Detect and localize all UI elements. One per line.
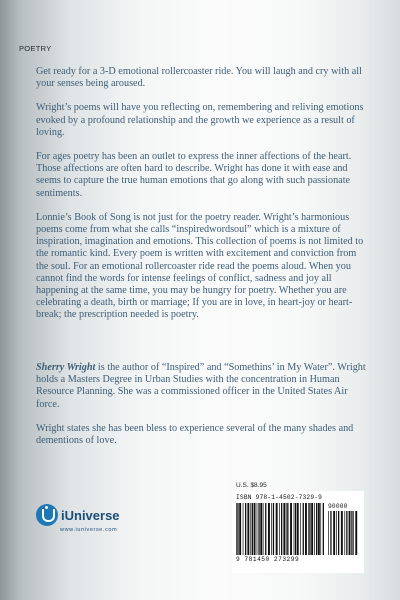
isbn-number: ISBN 978-1-4502-7329-9: [236, 494, 323, 501]
blurb-paragraph: Get ready for a 3-D emotional rollercoaster ride. You will laugh and cry with all your senses being aroused.: [36, 66, 362, 90]
barcode-block: [232, 482, 364, 574]
barcode-box: [232, 491, 364, 573]
bio-paragraph: [36, 362, 366, 411]
price-label: U.S. $8.95: [236, 482, 267, 489]
blurb-paragraph: For ages poetry has been an outlet to express the inner affections of the heart. Those affections are often hard to describe. Wright has done it with ease and seems to capture the true human emotions that go along with such passionate sentiments.: [36, 151, 352, 199]
addon-digits: 90000: [328, 503, 348, 510]
author-bio: [36, 362, 366, 459]
iuniverse-logo-icon: [36, 504, 58, 526]
addon-block: [328, 503, 358, 555]
bio-paragraph: Wright states she has been bless to experience several of the many shades and dementions of love.: [36, 422, 354, 447]
blurb-paragraph: Lonnie’s Book of Song is not just for the poetry reader. Wright’s harmonious poems come from what she calls “inspiredwordsoul” which is a mixture of inspiration, imagination and emotions. This collection of poems is not limited to the romantic kind. Every poem is written with excitement and conviction from the soul. For an emotional rollercoaster ride read the poems aloud. When you cannot find the words for intense feelings of conflict, sadness and joy all happening at the same time, you may be hungry for poetry. Whether you are celebrating a death, birth or marriage; If you are in love, in heart-joy or heart-break; the prescription needed is poetry.: [36, 211, 364, 321]
ean-barcode-icon: [236, 503, 324, 555]
publisher-url: www.iuniverse.com: [60, 527, 118, 533]
blurb-paragraph: Wright’s poems will have you reflecting on, remembering and reliving emotions evoked by a profound relationship and the growth we experience as a result of loving.: [36, 102, 364, 138]
author-name: Sherry Wright: [36, 362, 96, 373]
bio-text: is the author of “Inspired” and “Somethins’ in My Water”. Wright holds a Masters Degree in Urban Studies with the concentration in Human Resource Planning. She was a commissioned officer in the United States Air force.: [36, 362, 366, 410]
genre-label: POETRY: [19, 44, 52, 53]
barcode-row: [236, 503, 360, 555]
blurb-text: [36, 66, 366, 334]
publisher-logo: [36, 504, 156, 544]
isbn-row: [236, 494, 360, 501]
publisher-name: iUniverse: [61, 507, 120, 523]
addon-barcode-icon: [328, 511, 358, 555]
logo-row: [36, 504, 156, 526]
ean-digits: 9 781450 273299: [236, 556, 300, 563]
